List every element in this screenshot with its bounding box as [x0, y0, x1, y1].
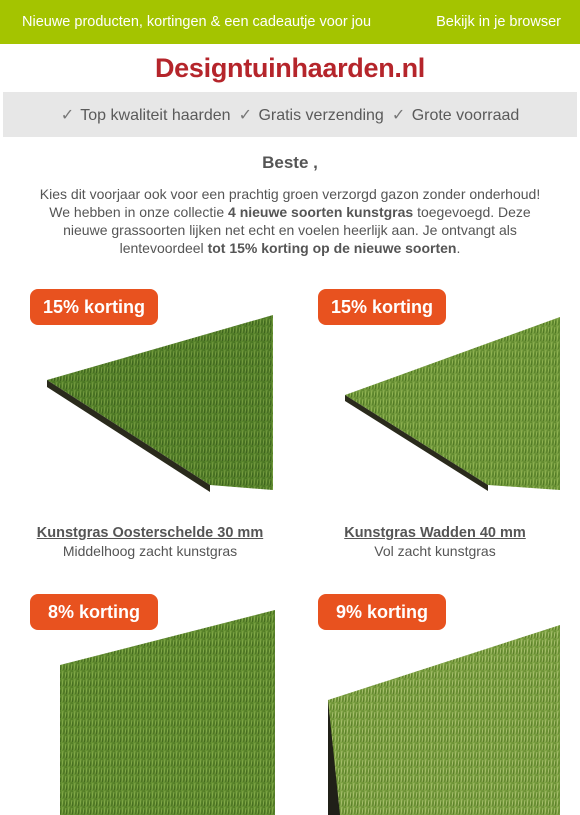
- product-image[interactable]: [310, 285, 560, 510]
- usp-bar: [3, 92, 577, 137]
- usp-item: ✓ Grote voorraad: [391, 106, 520, 124]
- checkmark-icon: ✓: [391, 106, 406, 124]
- product-grid: [0, 285, 580, 805]
- logo-row: [0, 44, 580, 92]
- product-image[interactable]: [25, 285, 275, 510]
- product-image[interactable]: [310, 590, 560, 815]
- discount-badge: 15% korting: [318, 289, 446, 325]
- intro-text: Kies dit voorjaar ook voor een prachtig groen verzorgd gazon zonder onderhoud! We hebben in onze collectie 4 nieuwe soorten kunstgras toegevoegd. Deze nieuwe grassoorten lijken net echt en voelen heerlijk aan. Je ontvangt als lentevoordeel tot 15% korting op de nieuwe soorten.: [39, 186, 541, 256]
- discount-badge: 15% korting: [30, 289, 158, 325]
- brand-logo[interactable]: Designtuinhaarden.nl: [154, 52, 426, 83]
- top-promo-bar: [0, 0, 580, 44]
- product-subtitle: Vol zacht kunstgras: [374, 543, 496, 559]
- checkmark-icon: ✓: [60, 106, 75, 124]
- promo-text: Nieuwe producten, kortingen & een cadeautje voor jou: [22, 14, 372, 30]
- checkmark-icon: ✓: [238, 106, 252, 124]
- view-in-browser-link[interactable]: Bekijk in je browser: [436, 14, 561, 30]
- usp-item: ✓ Gratis verzending: [238, 106, 384, 124]
- product-title-link[interactable]: Kunstgras Wadden 40 mm: [344, 525, 526, 541]
- product-title-link[interactable]: Kunstgras Oosterschelde 30 mm: [36, 525, 264, 541]
- usp-item: ✓ Top kwaliteit haarden: [60, 106, 231, 124]
- product-image[interactable]: [25, 590, 275, 815]
- discount-badge: 8% korting: [30, 594, 158, 630]
- discount-badge: 9% korting: [318, 594, 446, 630]
- product-subtitle: Middelhoog zacht kunstgras: [62, 543, 238, 559]
- greeting: Beste ,: [262, 153, 318, 172]
